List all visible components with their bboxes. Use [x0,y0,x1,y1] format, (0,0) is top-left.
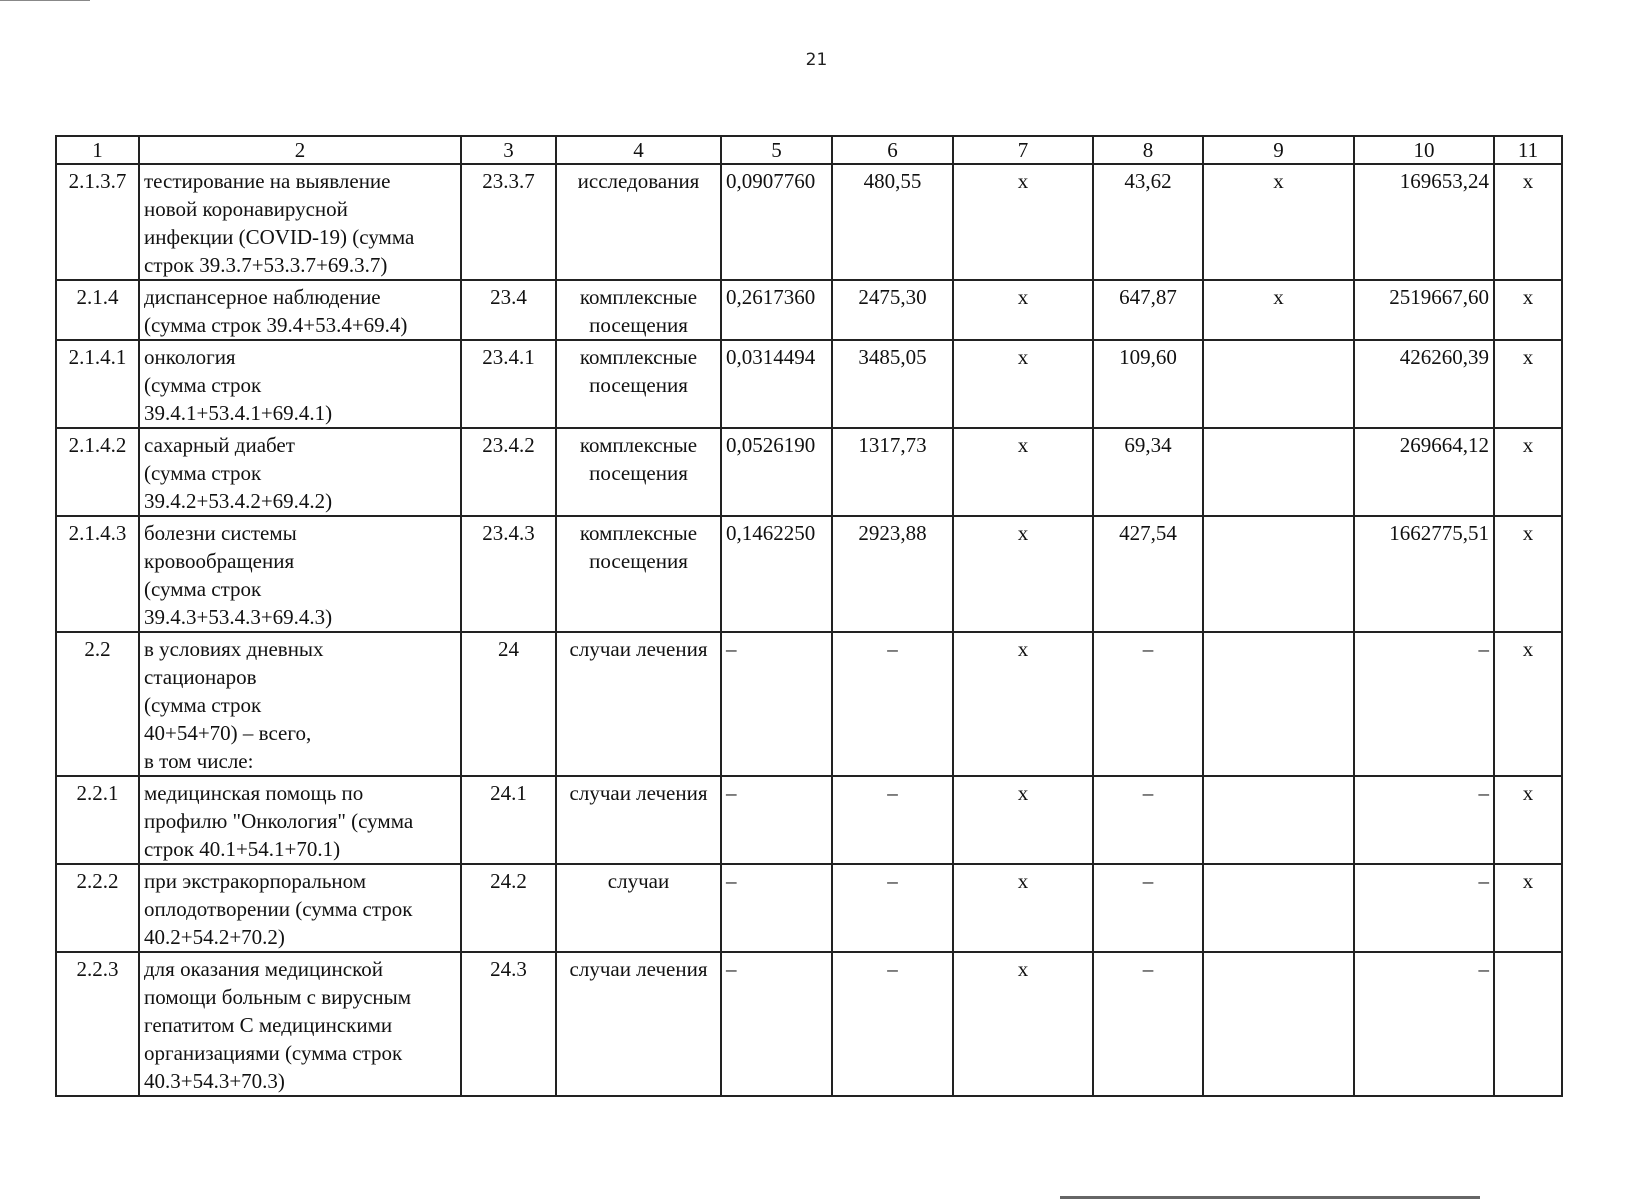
normative-cell [721,776,832,864]
cell-text-line: в том числе: [144,749,254,773]
table-row [56,776,1562,864]
cell-text: 23.4.1 [482,345,535,369]
cost-cell [832,428,953,516]
cell-text-line: кровообращения [144,549,295,573]
cell-text: 2.2.2 [76,869,119,893]
cell-text-line: (сумма строк [144,373,262,397]
cell-text: х [1522,521,1534,545]
header-cell: 2 [139,136,461,164]
cell-text: 109,60 [1119,345,1177,369]
col9-cell [1203,952,1354,1096]
sum-cell [1354,776,1494,864]
cell-text: – [726,957,737,981]
col8-cell [1093,428,1203,516]
sum-cell [1354,952,1494,1096]
cell-text-line: случаи лечения [569,781,708,805]
cell-text: х [1017,957,1029,981]
cell-text: х [1522,169,1534,193]
col11-cell [1494,632,1562,776]
line-number-cell [461,864,556,952]
line-number-cell [461,952,556,1096]
cell-text-line: комплексные [579,521,698,545]
cell-text: 23.4.2 [482,433,535,457]
cell-text: – [726,637,737,661]
cell-text-line: онкология [144,345,236,369]
normative-cell [721,864,832,952]
line-number-cell [461,428,556,516]
cell-text-line: медицинская помощь по [144,781,364,805]
cell-text: 2.1.4.1 [68,345,127,369]
cell-text: 0,0314494 [726,345,816,369]
cell-text: 269664,12 [1399,433,1489,457]
table-row [56,280,1562,340]
cost-cell [832,952,953,1096]
cell-text: 2923,88 [858,521,927,545]
col8-cell [1093,340,1203,428]
cell-text-line: посещения [589,549,688,573]
col11-cell [1494,280,1562,340]
cell-text: 2.1.4 [76,285,119,309]
cell-text-line: строк 40.1+54.1+70.1) [144,837,341,861]
cell-text-line: посещения [589,313,688,337]
col8-cell [1093,164,1203,280]
cell-text-line: (сумма строк [144,693,262,717]
cell-text: 3485,05 [858,345,927,369]
cell-text: х [1522,285,1534,309]
cell-text: 2.2 [84,637,111,661]
col8-cell [1093,776,1203,864]
table-row [56,864,1562,952]
row-name-cell [139,864,461,952]
col9-cell [1203,428,1354,516]
col7-cell [953,164,1093,280]
cell-text-line: инфекции (COVID-19) (сумма [144,225,415,249]
col8-cell [1093,864,1203,952]
unit-cell [556,516,721,632]
col7-cell [953,280,1093,340]
cell-text-line: в условиях дневных [144,637,324,661]
row-number-cell [56,632,139,776]
cell-text-line: посещения [589,373,688,397]
cell-text: – [887,957,898,981]
cell-text: х [1522,637,1534,661]
cell-text-line: оплодотворении (сумма строк [144,897,413,921]
cell-text: х [1273,169,1284,193]
header-cell: 3 [461,136,556,164]
col11-cell [1494,864,1562,952]
row-name-cell [139,280,461,340]
cell-text-line: при экстракорпоральном [144,869,367,893]
col11-cell [1494,164,1562,280]
col11-cell [1494,952,1562,1096]
page-number: 21 [805,50,828,70]
cell-text: х [1017,285,1029,309]
line-number-cell [461,776,556,864]
sum-cell [1354,428,1494,516]
cell-text: х [1017,637,1029,661]
col7-cell [953,340,1093,428]
col7-cell [953,516,1093,632]
cell-text: 69,34 [1124,433,1172,457]
col8-cell [1093,516,1203,632]
header-cell: 11 [1494,136,1562,164]
cell-text: 23.3.7 [482,169,535,193]
row-name-cell [139,164,461,280]
cell-text: – [1478,869,1489,893]
line-number-cell [461,164,556,280]
cell-text-line: (сумма строк [144,461,262,485]
cell-text-line: гепатитом С медицинскими [144,1013,393,1037]
cell-text-line: случаи [607,869,670,893]
col7-cell [953,632,1093,776]
cell-text-line: новой коронавирусной [144,197,348,221]
normative-cell [721,428,832,516]
cell-text: 23.4 [490,285,527,309]
row-number-cell [56,340,139,428]
row-number-cell [56,952,139,1096]
row-name-cell [139,340,461,428]
col9-cell [1203,776,1354,864]
cell-text: 0,0907760 [726,169,816,193]
cell-text: х [1017,169,1029,193]
cell-text-line: для оказания медицинской [144,957,383,981]
cell-text: 426260,39 [1399,345,1489,369]
table-row [56,952,1562,1096]
sum-cell [1354,632,1494,776]
col9-cell [1203,864,1354,952]
col8-cell [1093,280,1203,340]
normative-cell [721,340,832,428]
unit-cell [556,776,721,864]
cell-text: 0,1462250 [726,521,816,545]
cell-text-line: комплексные [579,433,698,457]
cell-text: – [1142,781,1154,805]
col8-cell [1093,952,1203,1096]
cell-text-line: случаи лечения [569,957,708,981]
cell-text: 0,2617360 [726,285,816,309]
cell-text: – [1142,869,1154,893]
row-name-cell [139,428,461,516]
row-number-cell [56,428,139,516]
cell-text: 1317,73 [858,433,927,457]
unit-cell [556,428,721,516]
table-header-row [56,136,1562,164]
cell-text: – [887,781,898,805]
cell-text: 24.2 [490,869,527,893]
cell-text: – [726,781,737,805]
col8-cell [1093,632,1203,776]
cost-cell [832,516,953,632]
col11-cell [1494,516,1562,632]
header-cell: 4 [556,136,721,164]
table-row [56,516,1562,632]
row-number-cell [56,516,139,632]
line-number-cell [461,632,556,776]
col7-cell [953,776,1093,864]
cell-text: 2.1.4.3 [68,521,127,545]
row-name-cell [139,516,461,632]
cell-text: 24.1 [490,781,527,805]
table-body [56,136,1562,1096]
col7-cell [953,952,1093,1096]
sum-cell [1354,280,1494,340]
cell-text: 24.3 [490,957,527,981]
header-cell: 9 [1203,136,1354,164]
cell-text: 2.2.3 [76,957,119,981]
row-number-cell [56,864,139,952]
header-cell: 1 [56,136,139,164]
cell-text-line: организациями (сумма строк [144,1041,403,1065]
unit-cell [556,164,721,280]
cell-text-line: профилю "Онкология" (сумма [144,809,414,833]
cell-text: 0,0526190 [726,433,816,457]
unit-cell [556,340,721,428]
cell-text-line: сахарный диабет [144,433,295,457]
normative-cell [721,632,832,776]
cell-text: х [1017,781,1029,805]
cell-text: х [1273,285,1284,309]
normative-cell [721,952,832,1096]
cell-text: х [1017,345,1029,369]
unit-cell [556,280,721,340]
cell-text: 24 [498,637,519,661]
cell-text-line: (сумма строк 39.4+53.4+69.4) [144,313,408,337]
cell-text: 647,87 [1119,285,1177,309]
cell-text-line: тестирование на выявление [144,169,391,193]
cell-text-line: 39.4.3+53.4.3+69.4.3) [144,605,333,629]
cell-text: 427,54 [1119,521,1177,545]
header-cell: 7 [953,136,1093,164]
sum-cell [1354,864,1494,952]
row-name-cell [139,776,461,864]
normative-cell [721,280,832,340]
cell-text: 2.2.1 [76,781,119,805]
table-row [56,632,1562,776]
cell-text: – [1142,637,1154,661]
unit-cell [556,952,721,1096]
table-row [56,340,1562,428]
cell-text-line: строк 39.3.7+53.3.7+69.3.7) [144,253,388,277]
cell-text-line: помощи больным с вирусным [144,985,412,1009]
cost-cell [832,340,953,428]
normative-cell [721,516,832,632]
table-container [55,135,1561,1097]
sum-cell [1354,516,1494,632]
cell-text: – [1478,957,1489,981]
cell-text: 2.1.3.7 [68,169,127,193]
cell-text-line: исследования [577,169,700,193]
cell-text-line: посещения [589,461,688,485]
unit-cell [556,864,721,952]
header-cell: 8 [1093,136,1203,164]
normative-cell [721,164,832,280]
unit-cell [556,632,721,776]
cell-text: 1662775,51 [1389,521,1489,545]
col7-cell [953,428,1093,516]
cell-text-line: 40.3+54.3+70.3) [144,1069,285,1093]
line-number-cell [461,340,556,428]
cell-text-line: 39.4.2+53.4.2+69.4.2) [144,489,333,513]
cell-text: 2519667,60 [1389,285,1489,309]
line-number-cell [461,516,556,632]
col11-cell [1494,776,1562,864]
cost-cell [832,280,953,340]
cell-text: – [1478,781,1489,805]
sum-cell [1354,164,1494,280]
cell-text: х [1017,869,1029,893]
cell-text: 23.4.3 [482,521,535,545]
cell-text: 2475,30 [858,285,927,309]
cell-text: – [726,869,737,893]
cost-cell [832,632,953,776]
table-row [56,428,1562,516]
cell-text-line: стационаров [144,665,257,689]
header-cell: 6 [832,136,953,164]
cell-text-line: комплексные [579,285,698,309]
row-name-cell [139,952,461,1096]
cell-text: х [1017,521,1029,545]
cell-text: х [1522,433,1534,457]
cell-text: 480,55 [863,169,922,193]
row-number-cell [56,280,139,340]
cost-cell [832,776,953,864]
cost-cell [832,864,953,952]
cell-text: 43,62 [1124,169,1172,193]
cell-text-line: 40+54+70) – всего, [144,721,312,745]
cell-text: – [887,869,898,893]
scan-artifact-line [1060,1196,1480,1199]
col11-cell [1494,428,1562,516]
col9-cell [1203,632,1354,776]
cost-cell [832,164,953,280]
line-number-cell [461,280,556,340]
cell-text: х [1017,433,1029,457]
cell-text: – [1142,957,1154,981]
col9-cell [1203,164,1354,280]
cell-text-line: 39.4.1+53.4.1+69.4.1) [144,401,333,425]
data-table [55,135,1563,1097]
cell-text-line: диспансерное наблюдение [144,285,381,309]
cell-text: – [887,637,898,661]
header-cell: 5 [721,136,832,164]
table-row [56,164,1562,280]
cell-text: х [1522,781,1534,805]
sum-cell [1354,340,1494,428]
scan-artifact-line [0,0,90,1]
cell-text-line: болезни системы [144,521,297,545]
row-name-cell [139,632,461,776]
cell-text-line: (сумма строк [144,577,262,601]
cell-text: – [1478,637,1489,661]
col11-cell [1494,340,1562,428]
col7-cell [953,864,1093,952]
cell-text: х [1522,345,1534,369]
cell-text-line: случаи лечения [569,637,708,661]
row-number-cell [56,776,139,864]
cell-text: х [1522,869,1534,893]
cell-text-line: 40.2+54.2+70.2) [144,925,285,949]
header-cell: 10 [1354,136,1494,164]
row-number-cell [56,164,139,280]
col9-cell [1203,280,1354,340]
cell-text-line: комплексные [579,345,698,369]
cell-text: 2.1.4.2 [68,433,127,457]
cell-text: 169653,24 [1399,169,1489,193]
col9-cell [1203,516,1354,632]
col9-cell [1203,340,1354,428]
